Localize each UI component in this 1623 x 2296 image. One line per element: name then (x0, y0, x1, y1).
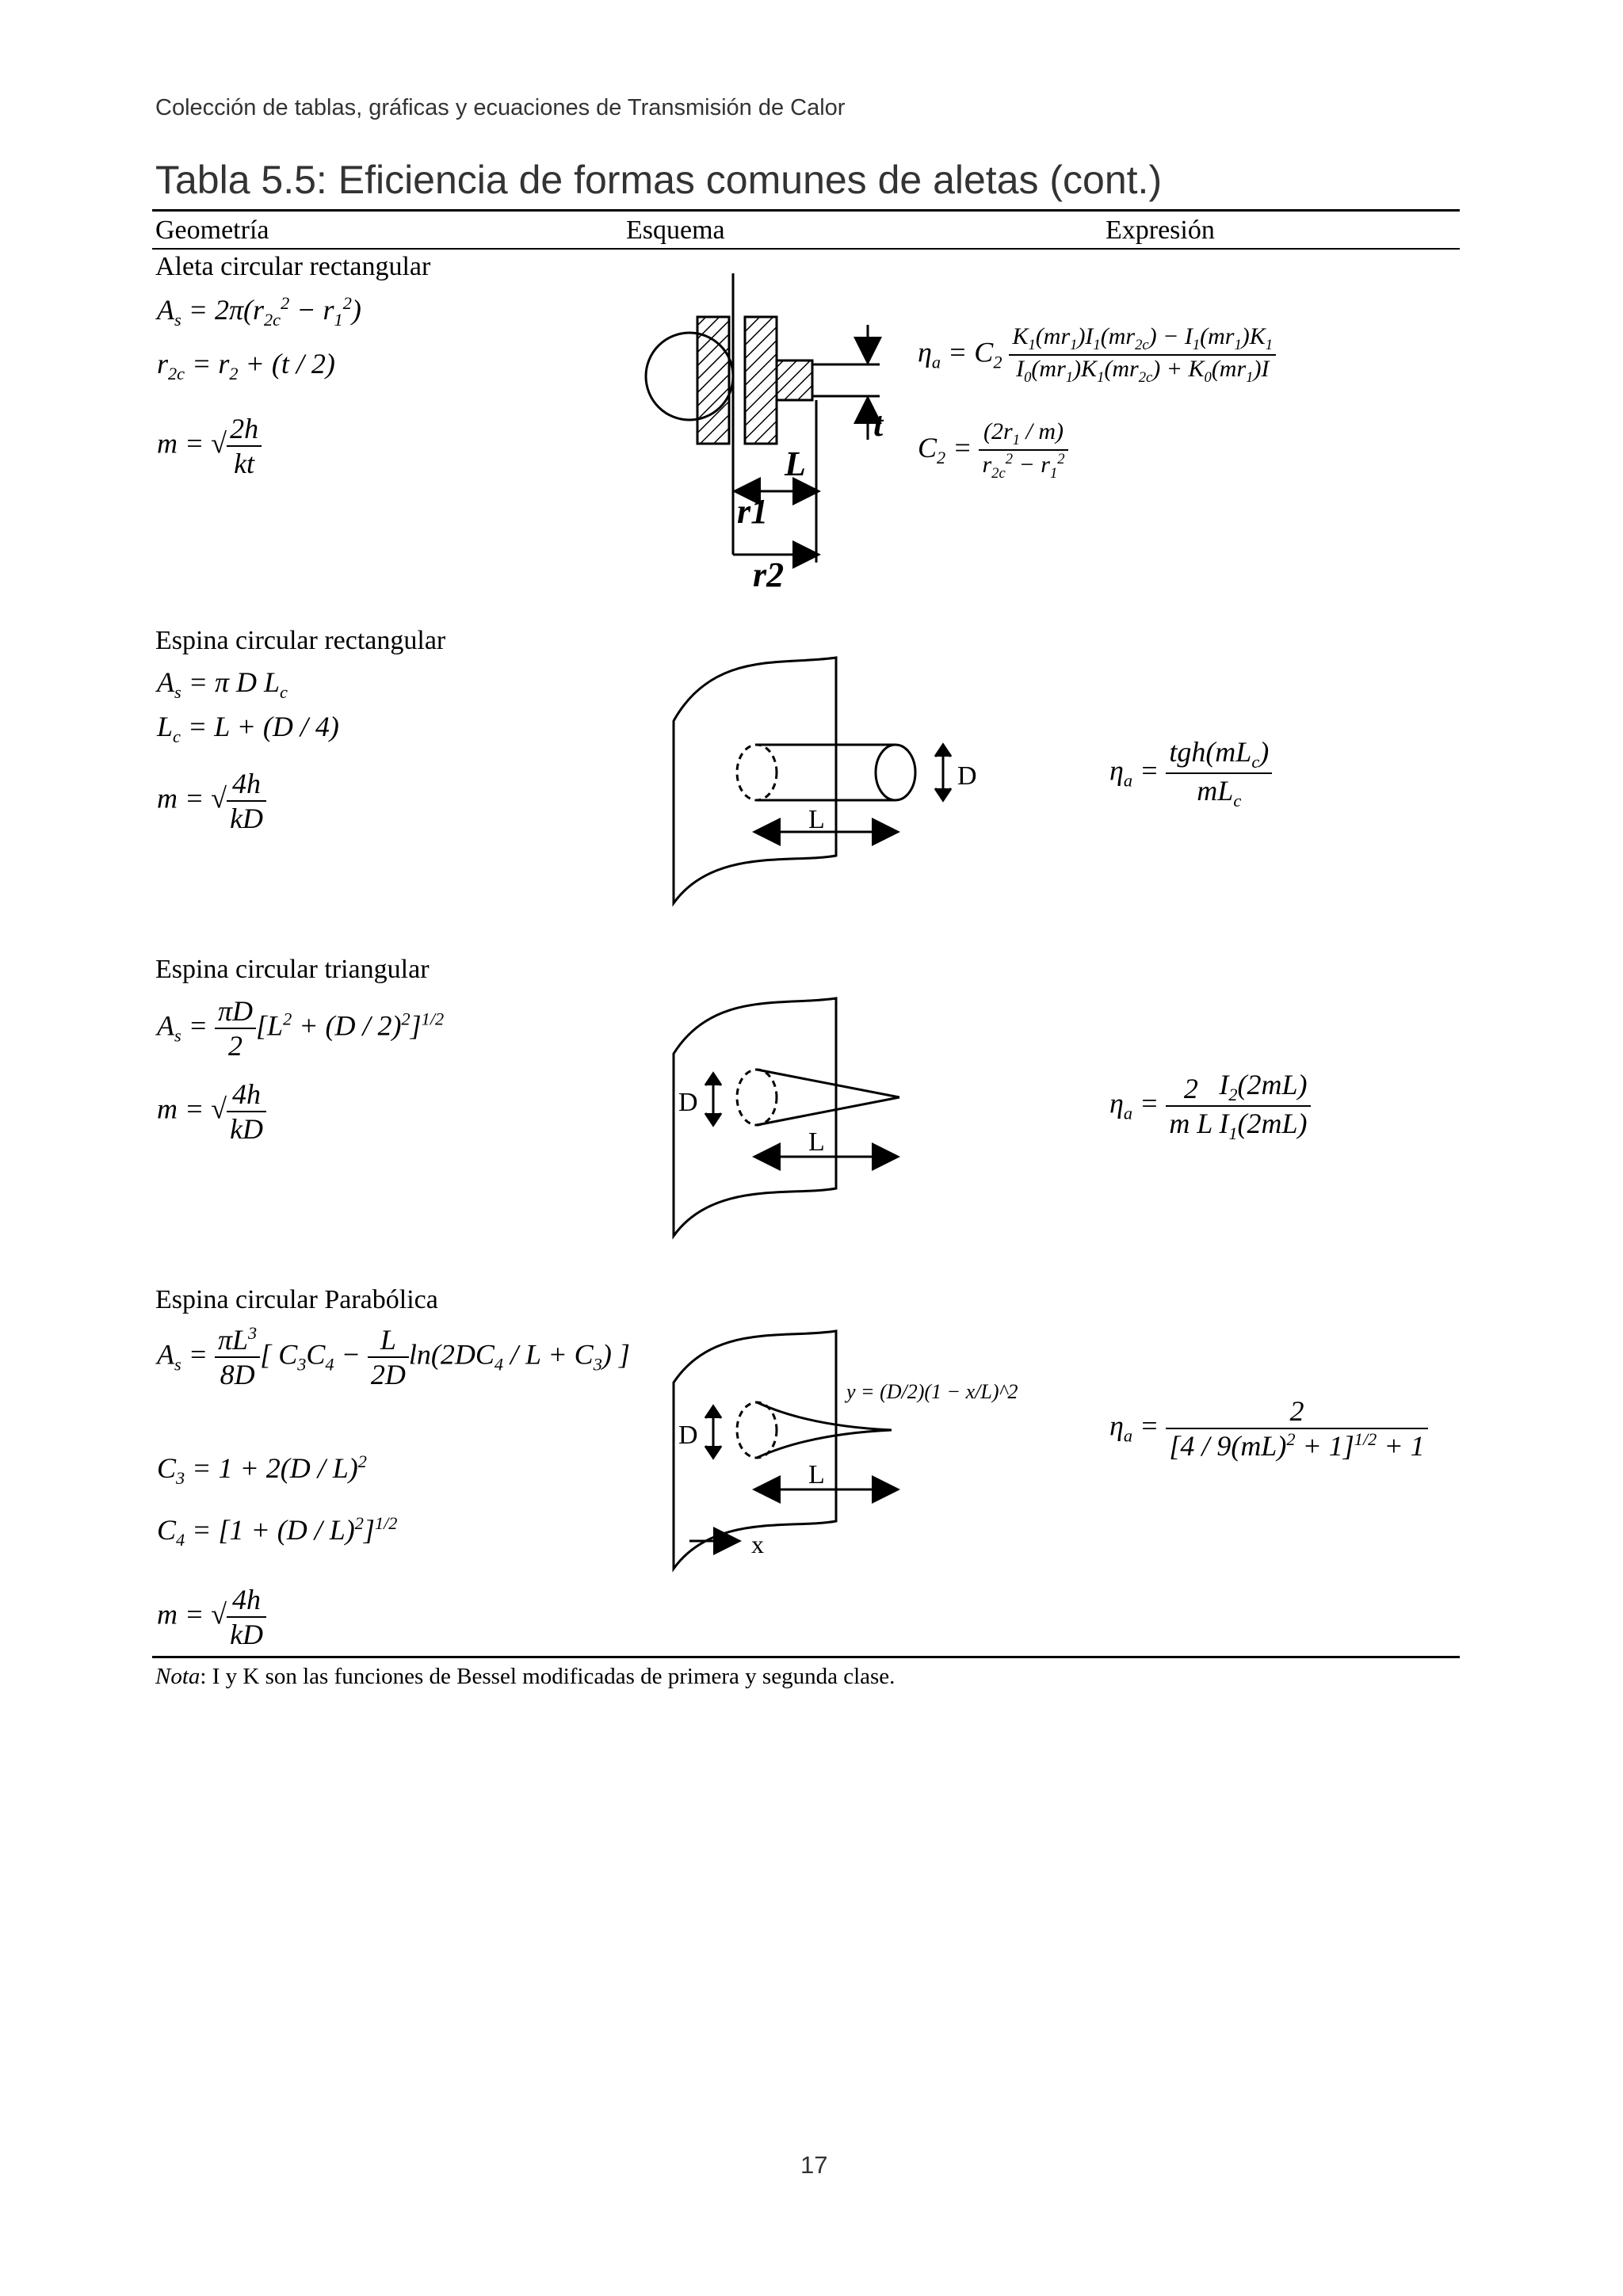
rect-pin-label-l: L (808, 805, 825, 834)
formula-m: m = √ $\frac{2h}{kt}$ (157, 412, 262, 480)
tri-pin-label-l: L (808, 1127, 825, 1157)
expression-eta-tri-pin: $\eta_a$ = $\frac{2}{\text{m L}}$ $\frac{I_2(2mL)}{I_1(2mL)}$ (1109, 1068, 1311, 1144)
section-title-aleta-circular-rectangular: Aleta circular rectangular (155, 252, 431, 281)
formula-area: $A_s = \pi$ D $L_c$ (157, 666, 288, 703)
formula-m: m = √ $\frac{4h}{kD}$ (157, 767, 266, 835)
formula-c4: $C_4 = [1 + (D / L)^2]^{1/2}$ (157, 1513, 398, 1550)
para-pin-label-l: L (808, 1460, 825, 1489)
page-number: 17 (800, 2151, 828, 2179)
expression-eta-aleta: $\eta_a = C_2$ $\frac{K_1(mr_1)I_1(mr_{2c}) - I_1(mr_1)K_1}{I_0(mr_1)K_1(mr_{2c}) + K_0(mr_1)I}$ (918, 323, 1276, 387)
rect-pin-label-d: D (957, 761, 977, 791)
formula-r2c: $r_{2c} = r_2 + (t / 2)$ (157, 348, 335, 384)
para-pin-label-d: D (678, 1421, 698, 1450)
formula-area: $A_s$ = $\frac{\pi L^3}{8D}$ [ $C_3C_4$ − $\frac{L}{2D}$ $\ln(2DC_4 / L + C_3)$ ] (157, 1323, 630, 1390)
para-pin-label-x: x (751, 1530, 764, 1558)
section-title-espina-circular-triangular: Espina circular triangular (155, 955, 430, 984)
expression-c2: $C_2$ = $\frac{(2r_1 / m)}{r_{2c}^2 - r_1^2}$ (918, 418, 1068, 482)
formula-c3: $C_3 = 1 + 2(D / L)^2$ (157, 1451, 367, 1489)
expression-eta-rect-pin: $\eta_a$ = $\frac{tgh(mL_c)}{mL_c}$ (1109, 735, 1272, 811)
section-title-espina-circular-parabolica: Espina circular Parabólica (155, 1285, 438, 1314)
tri-pin-label-d: D (678, 1088, 698, 1117)
para-pin-diagram (674, 1331, 896, 1569)
fin-diagram-label-r2: r2 (753, 555, 785, 594)
tri-pin-diagram (674, 998, 899, 1236)
table-title: Tabla 5.5: Eficiencia de formas comunes de aletas (cont.) (155, 158, 1163, 202)
note-label: Nota (155, 1664, 200, 1689)
rect-pin-diagram (674, 658, 951, 903)
section-title-espina-circular-rectangular: Espina circular rectangular (155, 626, 446, 655)
formula-area: $A_s = 2\pi(r_{2c}^2 - r_1^2)$ (157, 293, 361, 330)
fin-diagram-label-r1: r1 (737, 492, 769, 531)
formula-m: m = √ $\frac{4h}{kD}$ (157, 1077, 266, 1146)
expression-eta-para-pin: $\eta_a$ = $\frac{2}{[4 / 9(mL)^2 + 1]^{1/2} + 1}$ (1109, 1394, 1428, 1463)
formula-m: m = √ $\frac{4h}{kD}$ (157, 1583, 266, 1651)
column-header-expresion: Expresión (1106, 215, 1215, 245)
para-pin-profile-equation: y = (D/2)(1 − x/L)^2 (846, 1380, 1018, 1403)
formula-area: $A_s$ = $\frac{\pi D}{2}$ $[L^2 + (D / 2)^2]^{1/2}$ (157, 995, 445, 1062)
column-header-geometria: Geometría (155, 215, 269, 245)
table-note (155, 1664, 895, 1690)
column-header-esquema: Esquema (626, 215, 725, 245)
note-text: : I y K son las funciones de Bessel modificadas de primera y segunda clase. (200, 1664, 896, 1689)
fin-diagram-label-l: L (785, 444, 806, 483)
running-header: Colección de tablas, gráficas y ecuaciones de Transmisión de Calor (155, 95, 846, 120)
fin-diagram-label-t: t (873, 405, 884, 444)
formula-lc: $L_c = L + (D / 4)$ (157, 711, 339, 747)
